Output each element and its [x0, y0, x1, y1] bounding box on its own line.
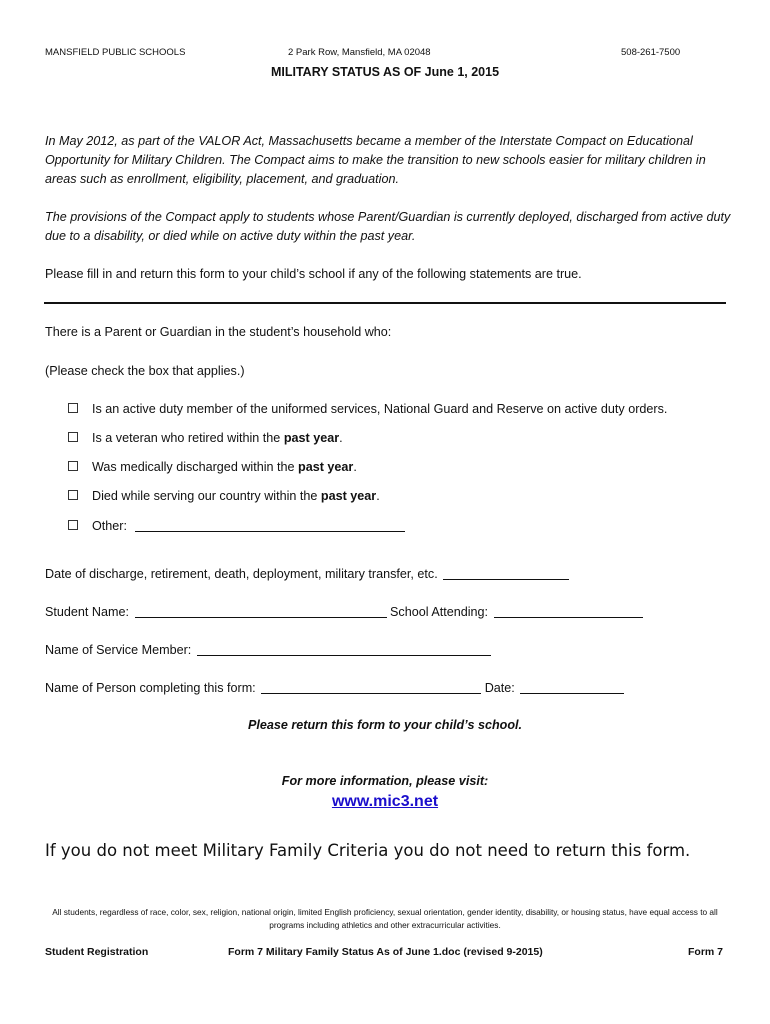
checkbox-medical-discharge[interactable]	[68, 461, 78, 471]
header-phone: 508-261-7500	[621, 47, 681, 58]
date-of-discharge-label: Date of discharge, retirement, death, deployment, military transfer, etc.	[45, 567, 438, 581]
check-note: (Please check the box that applies.)	[45, 364, 245, 378]
header-address: 2 Park Row, Mansfield, MA 02048	[288, 47, 431, 58]
person-completing-label: Name of Person completing this form:	[45, 681, 256, 695]
field-date-of-discharge	[45, 566, 569, 581]
past-year-emphasis: past year	[298, 460, 354, 474]
option-other[interactable]	[68, 518, 405, 533]
person-completing-input-line[interactable]	[261, 680, 481, 694]
criteria-note: If you do not meet Military Family Criteria you do not need to return this form.	[45, 841, 691, 860]
checkbox-died-serving[interactable]	[68, 490, 78, 500]
date-label: Date:	[484, 681, 515, 695]
checkbox-veteran[interactable]	[68, 432, 78, 442]
intro-paragraph-1: In May 2012, as part of the VALOR Act, Massachusetts became a member of the Interstate Compact on Educational Opportunity for Military Children. The Compact aims to make the transition to new schools easier for military children in areas such as enrollment, eligibility, placement, and graduation.	[45, 134, 706, 186]
footer-left: Student Registration	[45, 946, 149, 958]
date-of-discharge-input-line[interactable]	[443, 566, 569, 580]
instruction-text: Please fill in and return this form to your child’s school if any of the following statements are true.	[45, 267, 582, 281]
option-veteran-label: Is a veteran who retired within the	[92, 431, 284, 445]
past-year-emphasis: past year	[320, 489, 377, 503]
more-info-note: For more information, please visit:	[281, 774, 489, 788]
service-member-input-line[interactable]	[197, 642, 491, 656]
other-input-line[interactable]	[135, 518, 405, 532]
option-medical-discharge[interactable]	[68, 460, 357, 474]
option-active-duty[interactable]	[68, 402, 667, 416]
option-died-serving[interactable]	[68, 489, 380, 503]
footer-right: Form 7	[688, 946, 724, 958]
option-active-duty-label: Is an active duty member of the uniformed services, National Guard and Reserve on active duty orders.	[92, 402, 668, 416]
option-medical-discharge-label: Was medically discharged within the	[92, 460, 299, 474]
field-person-completing	[45, 680, 624, 695]
option-died-serving-label: Died while serving our country within the	[92, 489, 321, 503]
period: .	[339, 431, 343, 445]
divider	[44, 302, 726, 304]
date-input-line[interactable]	[520, 680, 624, 694]
period: .	[353, 460, 357, 474]
footer-center: Form 7 Military Family Status As of June 1.doc (revised 9-2015)	[228, 946, 543, 958]
student-name-input-line[interactable]	[135, 604, 387, 618]
student-name-label: Student Name:	[45, 605, 130, 619]
non-discrimination-statement: All students, regardless of race, color, sex, religion, national origin, limited English proficiency, sexual orientation, gender identity, disability, or housing status, have equal access to all programs including athletics and other extracurricular activities.	[52, 907, 718, 930]
page-title: MILITARY STATUS AS OF June 1, 2015	[270, 65, 500, 79]
link-container	[0, 793, 770, 811]
field-service-member	[45, 642, 491, 657]
return-note: Please return this form to your child’s school.	[247, 718, 523, 732]
school-attending-label: School Attending:	[390, 605, 489, 619]
option-other-label: Other:	[92, 519, 127, 533]
intro-paragraph-2: The provisions of the Compact apply to students whose Parent/Guardian is currently deployed, discharged from active duty due to a disability, or died while on active duty within the past year.	[45, 210, 731, 243]
field-student-name	[45, 604, 643, 619]
option-veteran[interactable]	[68, 431, 343, 445]
period: .	[376, 489, 380, 503]
mic3-link[interactable]: www.mic3.net	[331, 793, 439, 810]
checkbox-other[interactable]	[68, 520, 78, 530]
checkbox-active-duty[interactable]	[68, 403, 78, 413]
section-lead: There is a Parent or Guardian in the student’s household who:	[45, 325, 392, 339]
service-member-label: Name of Service Member:	[45, 643, 192, 657]
past-year-emphasis: past year	[283, 431, 340, 445]
header-org: MANSFIELD PUBLIC SCHOOLS	[45, 47, 186, 58]
school-attending-input-line[interactable]	[494, 604, 643, 618]
